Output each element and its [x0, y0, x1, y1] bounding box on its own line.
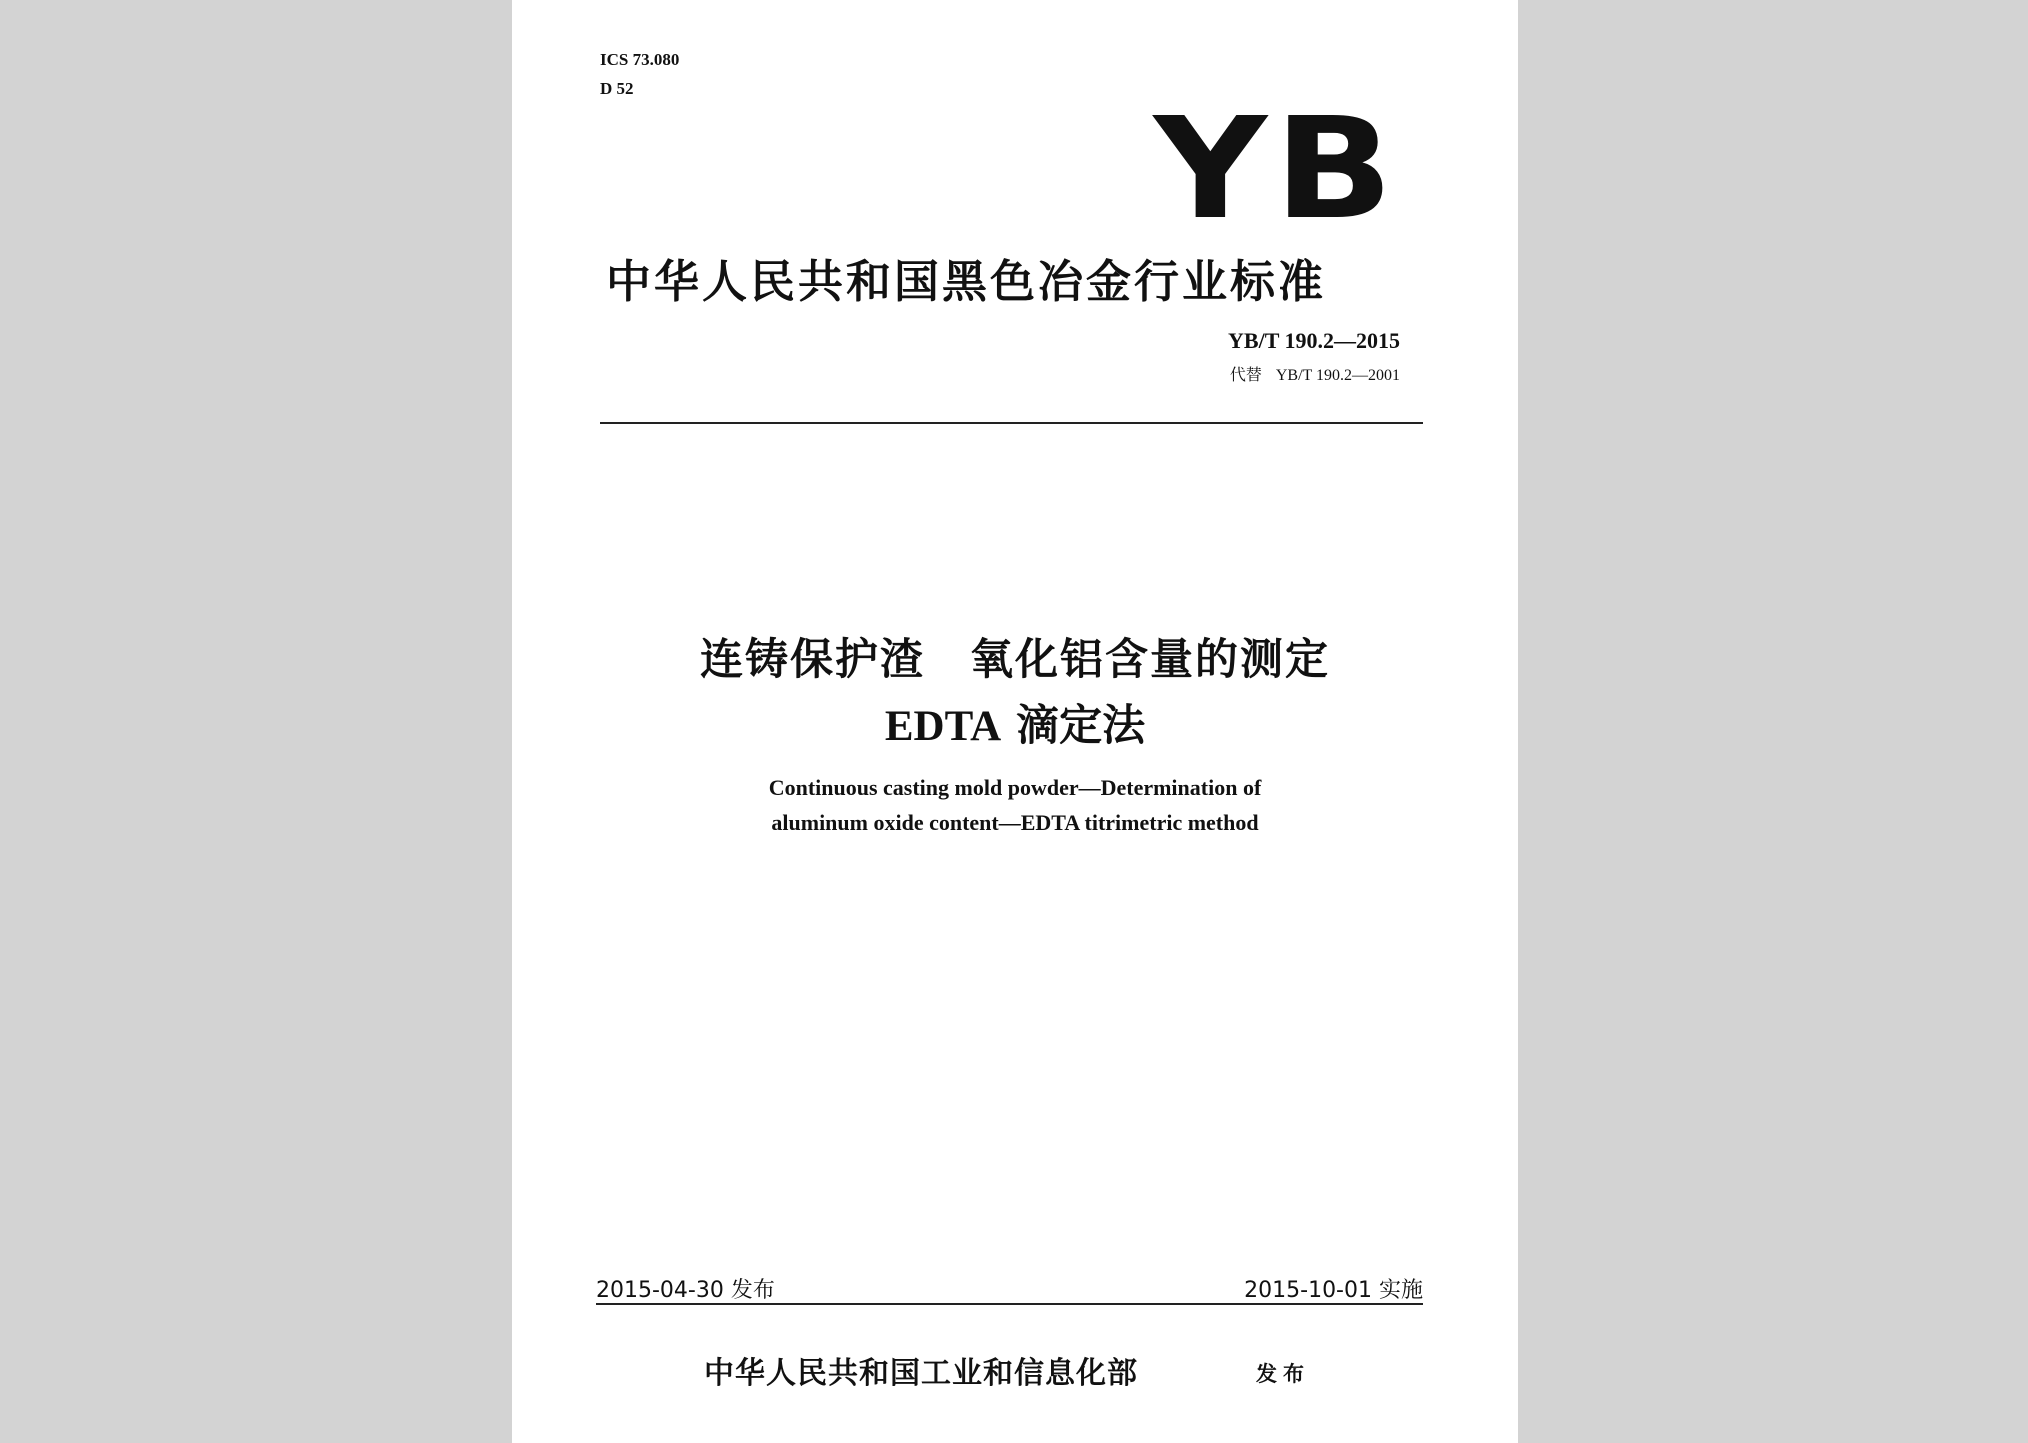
- chinese-title-edta: EDTA: [884, 703, 1002, 750]
- header-divider: [600, 422, 1423, 424]
- ics-code: ICS 73.080: [600, 50, 680, 69]
- issuer-action: 发布: [1256, 1361, 1310, 1386]
- english-title-line2: aluminum oxide content—EDTA titrimetric method: [771, 810, 1259, 835]
- footer-divider: [596, 1303, 1423, 1305]
- implementation-date: 2015-10-01 实施: [1244, 1278, 1423, 1303]
- replaces-label: 代替: [1229, 365, 1262, 384]
- yb-logo: YB: [1153, 88, 1400, 251]
- chinese-title-line2: [512, 692, 1518, 753]
- chinese-title-method: 滴定法: [1016, 701, 1146, 751]
- standard-category-title: 中华人民共和国黑色冶金行业标准: [606, 255, 1327, 308]
- replaces-number: YB/T 190.2—2001: [1275, 367, 1400, 384]
- issuing-authority: 中华人民共和国工业和信息化部: [704, 1356, 1138, 1391]
- chinese-title-line1: 连铸保护渣 氧化铝含量的测定: [700, 635, 1330, 685]
- replaces-line: [1230, 362, 1400, 385]
- standard-number: YB/T 190.2—2015: [1228, 328, 1400, 353]
- issue-date: 2015-04-30 发布: [596, 1278, 775, 1303]
- document-page: [512, 0, 1518, 1443]
- ccs-code: D 52: [600, 79, 634, 98]
- english-title-line1: Continuous casting mold powder—Determination of: [768, 775, 1262, 800]
